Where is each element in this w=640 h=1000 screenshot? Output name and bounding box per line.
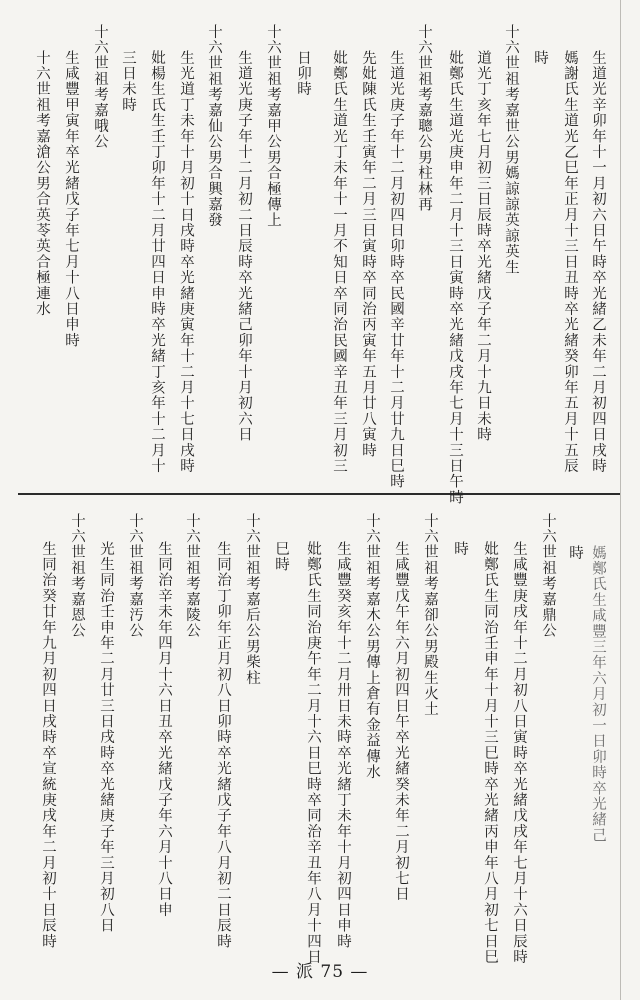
text-column: 道光丁亥年七月初三日辰時卒光緒戊子年二月十九日未時: [475, 50, 491, 443]
text-column: 生道光庚子年十二月初四日卯時卒民國辛廿年十二月廿九日巳時: [388, 50, 404, 490]
text-column: 生咸豐戊午年六月初四日午卒光緒癸未年二月初七日: [393, 541, 409, 903]
page-number: — 派 75 —: [271, 962, 369, 982]
text-column: 生咸豐庚戌年十二月初八日寅時卒光緒戊戌年七月十六日辰時: [511, 541, 527, 965]
text-column: 日卯時: [295, 50, 311, 98]
text-column: 時: [452, 541, 468, 557]
text-column: 時: [567, 545, 583, 561]
text-column: 生咸豐甲寅年卒光緒戊子年七月十八日申時: [63, 50, 79, 349]
text-column: 生同治辛未年四月十六日丑卒光緒戊子年六月十八日申: [156, 541, 172, 918]
text-column: 妣鄭氏生同治壬申年十月十三巳時卒光緒丙申年八月初七日巳: [482, 541, 498, 965]
text-column: 妣楊生氏生壬丁卯年十二月廿四日申時卒光緒丁亥年十二月十: [149, 50, 165, 474]
section-divider: [18, 493, 620, 495]
text-column: 妣鄭氏生道光丁未年十一月不知日卒同治民國辛丑年三月初三: [331, 50, 347, 474]
text-column: 十六世祖考嘉后公男柴柱: [244, 513, 260, 686]
text-column: 十六世祖考嘉木公男傳上倉有金益傳水: [364, 513, 380, 780]
text-column: 媽鄭氏生咸豐三年六月初一日卯時卒光緒己: [590, 545, 606, 844]
text-column: 媽謝氏生道光乙巳年正月十三日丑時卒光緒癸卯年五月十五辰: [562, 50, 578, 474]
text-column: 生同治丁卯年正月初八日卯時卒光緒戊子年八月初二日辰時: [215, 541, 231, 950]
page-edge-line: [620, 0, 621, 1000]
text-column: 十六世祖考嘉世公男媽諒諒英諒英生: [503, 24, 519, 276]
text-column: 十六世祖考嘉卻公男殿生火土: [422, 513, 438, 718]
text-column: 十六世祖考嘉滄公男合英苓英合極連水: [34, 50, 50, 317]
text-column: 十六世祖考嘉恩公: [69, 513, 85, 639]
text-column: 三日未時: [120, 50, 136, 113]
text-column: 光生同治壬申年二月廿三日戌時卒光緒庚子年三月初八日: [98, 541, 114, 934]
text-column: 生道光庚子年十二月初二日辰時卒光緒己卯年十月初六日: [236, 50, 252, 443]
text-column: 妣鄭氏生道光庚申年二月十三日寅時卒光緒戊戌年七月十三日午時: [447, 50, 463, 506]
text-column: 巳時: [273, 541, 289, 573]
text-column: 先妣陳氏生壬寅年二月三日寅時卒同治丙寅年五月廿八寅時: [360, 50, 376, 459]
text-column: 十六世祖考嘉哦公: [92, 24, 108, 150]
text-column: 生同治癸廿年九月初四日戌時卒宣統庚戌年二月初十日辰時: [40, 541, 56, 950]
text-column: 十六世祖考嘉甲公男合極傳上: [265, 24, 281, 229]
text-column: 生光道丁未年十月初十日戌時卒光緒庚寅年十二月十七日戌時: [178, 50, 194, 474]
text-column: 十六世祖考嘉汚公: [127, 513, 143, 639]
text-column: 十六世祖考嘉仙公男合興嘉發: [206, 24, 222, 229]
text-column: 十六世祖考嘉陵公: [184, 513, 200, 639]
text-column: 生道光辛卯年十一月初六日午時卒光緒乙未年二月初四日戌時: [590, 50, 606, 474]
text-column: 生咸豐癸亥年十二月卅日未時卒光緒丁未年十月初四日申時: [335, 541, 351, 950]
text-column: 妣鄭氏生同治庚午年二月十六日巳時卒同治辛丑年八月十四日: [305, 541, 321, 965]
text-column: 時: [532, 50, 548, 66]
text-column: 十六世祖考嘉聰公男柱林再: [416, 24, 432, 213]
text-column: 十六世祖考嘉鼎公: [540, 513, 556, 639]
